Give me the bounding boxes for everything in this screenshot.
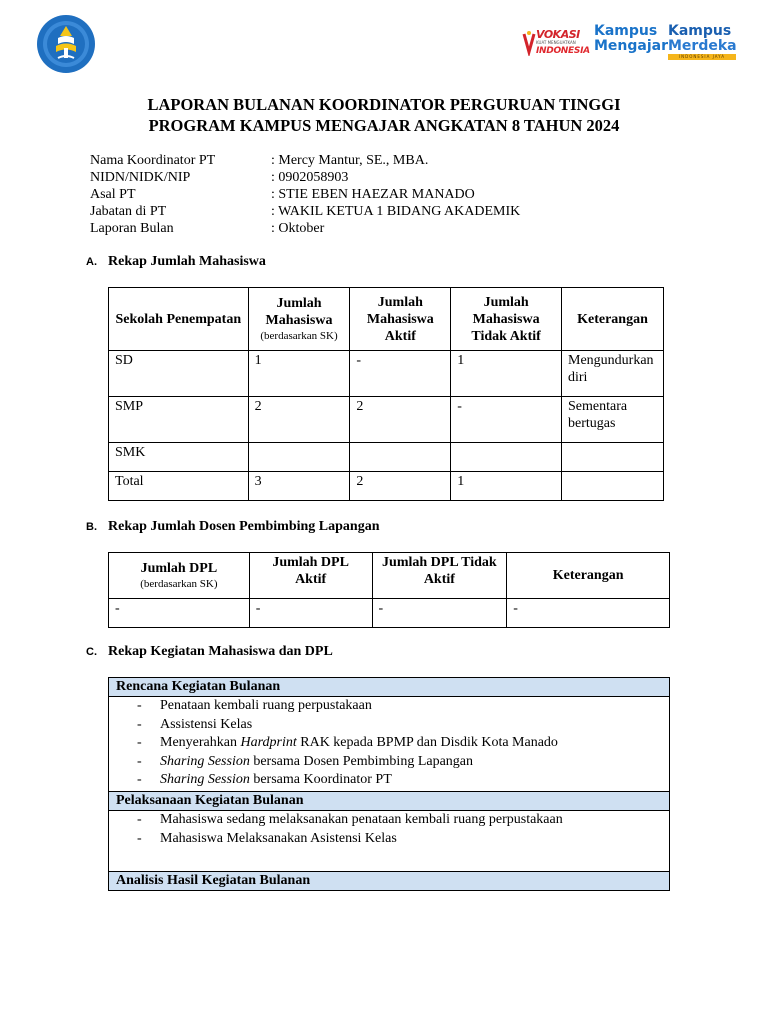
info-value: : 0902058903	[271, 170, 349, 185]
pelaksanaan-list	[109, 811, 670, 872]
cell-tidak-aktif: -	[451, 397, 562, 443]
text-part: bersama Koordinator PT	[249, 772, 392, 788]
coordinator-info	[90, 152, 590, 237]
info-row-nidn	[90, 169, 590, 186]
bullet-dash: -	[137, 772, 142, 788]
table-row	[109, 397, 664, 443]
section-title: Rekap Jumlah Dosen Pembimbing Lapangan	[108, 519, 380, 534]
header-note: (berdasarkan SK)	[140, 578, 218, 590]
text-emphasis: Hardprint	[240, 735, 297, 751]
cell-school: SMP	[109, 397, 249, 443]
cell-jumlah: -	[109, 599, 250, 628]
section-letter: A.	[86, 256, 97, 268]
header-jumlah-dpl	[109, 553, 250, 599]
info-label: Nama Koordinator PT	[90, 153, 216, 168]
cell-school: Total	[109, 472, 249, 501]
section-title: Rekap Jumlah Mahasiswa	[108, 254, 266, 269]
cell-school: SD	[109, 351, 249, 397]
rencana-list	[109, 697, 670, 792]
header-text: Mahasiswa	[265, 313, 333, 328]
kemendikbud-logo-icon	[36, 14, 96, 74]
list-item-text: Mahasiswa Melaksanakan Asistensi Kelas	[160, 830, 397, 846]
cell-keterangan	[562, 472, 664, 501]
cell-aktif: -	[249, 599, 372, 628]
header-text: Mahasiswa	[366, 311, 434, 327]
text-emphasis: Sharing Session	[160, 753, 250, 769]
table-row	[109, 599, 670, 628]
kampus-merdeka-logo	[668, 24, 737, 54]
info-value: : STIE EBEN HAEZAR MANADO	[271, 187, 475, 202]
header-text: Aktif	[423, 572, 455, 587]
text-part: bersama Dosen Pembimbing Lapangan	[249, 753, 474, 769]
vokasi-word: VOKASI	[536, 28, 580, 41]
header-text: Mahasiswa	[472, 311, 540, 327]
list-item	[133, 753, 669, 772]
info-label: NIDN/NIDK/NIP	[90, 170, 191, 185]
cell-jumlah: 3	[248, 472, 350, 501]
cell-aktif	[350, 443, 451, 472]
list-item-text	[160, 734, 558, 753]
cell-jumlah: 2	[248, 397, 350, 443]
kampus-mengajar-line2: Mengajar	[594, 38, 669, 54]
header-text: Aktif	[384, 328, 416, 344]
header-mahasiswa-aktif	[350, 288, 451, 351]
text-emphasis: Sharing Session	[160, 772, 250, 788]
info-value: : Mercy Mantur, SE., MBA.	[271, 153, 429, 168]
section-title: Rekap Kegiatan Mahasiswa dan DPL	[108, 644, 333, 659]
table-header-row	[109, 553, 670, 599]
rencana-body-row	[109, 697, 670, 792]
rencana-header-row	[109, 678, 670, 697]
rekap-mahasiswa-table	[108, 287, 664, 501]
bullet-dash: -	[137, 716, 142, 732]
list-item-text	[160, 697, 372, 716]
keterangan-text: diri	[568, 370, 588, 385]
kampus-mengajar-logo	[594, 24, 668, 54]
pelaksanaan-heading: Pelaksanaan Kegiatan Bulanan	[109, 792, 670, 811]
table-row	[109, 443, 664, 472]
info-row-laporan-bulan	[90, 220, 590, 237]
bullet-dash: -	[137, 753, 142, 769]
header-dpl-tidak-aktif	[372, 553, 507, 599]
header-jumlah-mahasiswa	[248, 288, 350, 351]
table-row-total	[109, 472, 664, 501]
kampus-merdeka-line2: Merdeka	[668, 38, 737, 54]
header-text: Aktif	[295, 572, 327, 587]
header-keterangan: Keterangan	[507, 553, 670, 599]
report-title-line1: LAPORAN BULANAN KOORDINATOR PERGURUAN TINGGI	[147, 95, 621, 114]
cell-aktif: 2	[350, 472, 451, 501]
cell-keterangan	[562, 443, 664, 472]
list-item-text	[160, 753, 473, 772]
cell-aktif: 2	[350, 397, 451, 443]
kampus-mengajar-line1: Kampus	[594, 23, 658, 39]
list-item	[133, 811, 669, 830]
cell-tidak-aktif: -	[372, 599, 507, 628]
list-item	[133, 697, 669, 716]
header-mahasiswa-tidak-aktif	[451, 288, 562, 351]
cell-keterangan: -	[507, 599, 670, 628]
info-label: Laporan Bulan	[90, 221, 174, 236]
info-value: : Oktober	[271, 221, 325, 236]
cell-tidak-aktif: 1	[451, 472, 562, 501]
info-row-nama	[90, 152, 590, 169]
cell-jumlah	[248, 443, 350, 472]
list-item-text	[160, 716, 252, 735]
cell-jumlah: 1	[248, 351, 350, 397]
header-text: Jumlah DPL	[272, 555, 349, 570]
header-note: (berdasarkan SK)	[260, 330, 338, 342]
cell-tidak-aktif	[451, 443, 562, 472]
pelaksanaan-body-row	[109, 811, 670, 872]
pelaksanaan-header-row	[109, 792, 670, 811]
cell-school: SMK	[109, 443, 249, 472]
header-text: Tidak Aktif	[471, 328, 541, 344]
keterangan-text: bertugas	[568, 416, 616, 431]
section-b-heading	[86, 519, 380, 535]
header-text: Jumlah DPL Tidak	[382, 555, 497, 570]
table-header-row	[109, 288, 664, 351]
bullet-dash: -	[137, 812, 142, 827]
rencana-heading: Rencana Kegiatan Bulanan	[109, 678, 670, 697]
cell-keterangan	[562, 351, 664, 397]
analisis-header-row	[109, 872, 670, 891]
analisis-heading: Analisis Hasil Kegiatan Bulanan	[109, 872, 670, 891]
list-item	[133, 830, 669, 849]
keterangan-text: Sementara	[568, 399, 628, 414]
list-item-text	[160, 771, 392, 790]
info-value: : WAKIL KETUA 1 BIDANG AKADEMIK	[271, 204, 521, 219]
text-part: Penataan kembali ruang perpustakaan	[160, 698, 372, 713]
bullet-dash: -	[137, 735, 142, 751]
cell-aktif: -	[350, 351, 451, 397]
vokasi-logo	[522, 28, 590, 62]
rekap-dpl-table	[108, 552, 670, 628]
program-logos	[522, 24, 740, 64]
section-c-heading	[86, 644, 333, 660]
info-row-jabatan	[90, 203, 590, 220]
table-row	[109, 351, 664, 397]
header-keterangan: Keterangan	[562, 288, 664, 351]
list-item	[133, 734, 669, 753]
header-text: Jumlah	[276, 296, 322, 311]
section-letter: C.	[86, 646, 97, 658]
section-a-heading	[86, 254, 266, 270]
bullet-dash: -	[137, 830, 142, 846]
cell-tidak-aktif: 1	[451, 351, 562, 397]
report-title-line2: PROGRAM KAMPUS MENGAJAR ANGKATAN 8 TAHUN 2024	[148, 116, 620, 135]
header-dpl-aktif	[249, 553, 372, 599]
list-item-text: Mahasiswa sedang melaksanakan penataan kembali ruang perpustakaan	[160, 812, 563, 827]
header-text: Jumlah DPL	[140, 561, 218, 576]
vokasi-country: INDONESIA	[536, 46, 590, 56]
vokasi-tagline: KUAT MENGUATKAN	[536, 40, 576, 45]
info-label: Jabatan di PT	[90, 204, 167, 219]
vokasi-mark-icon	[522, 30, 536, 56]
list-item	[133, 771, 669, 790]
header-sekolah: Sekolah Penempatan	[109, 288, 249, 351]
info-row-asal-pt	[90, 186, 590, 203]
kampus-merdeka-line1: Kampus	[668, 23, 732, 39]
text-part: Menyerahkan	[160, 735, 241, 751]
text-part: Assistensi Kelas	[160, 716, 253, 732]
list-item	[133, 716, 669, 735]
rekap-kegiatan-table	[108, 677, 670, 891]
bullet-dash: -	[137, 698, 142, 713]
text-part: RAK kepada BPMP dan Disdik Kota Manado	[296, 735, 558, 751]
cell-keterangan	[562, 397, 664, 443]
keterangan-text: Mengundurkan	[568, 353, 654, 368]
kampus-merdeka-strip: INDONESIA JAYA	[668, 54, 736, 60]
section-letter: B.	[86, 521, 97, 533]
header-text: Jumlah	[377, 294, 423, 310]
header-text: Jumlah	[483, 294, 529, 310]
info-label: Asal PT	[90, 187, 136, 202]
